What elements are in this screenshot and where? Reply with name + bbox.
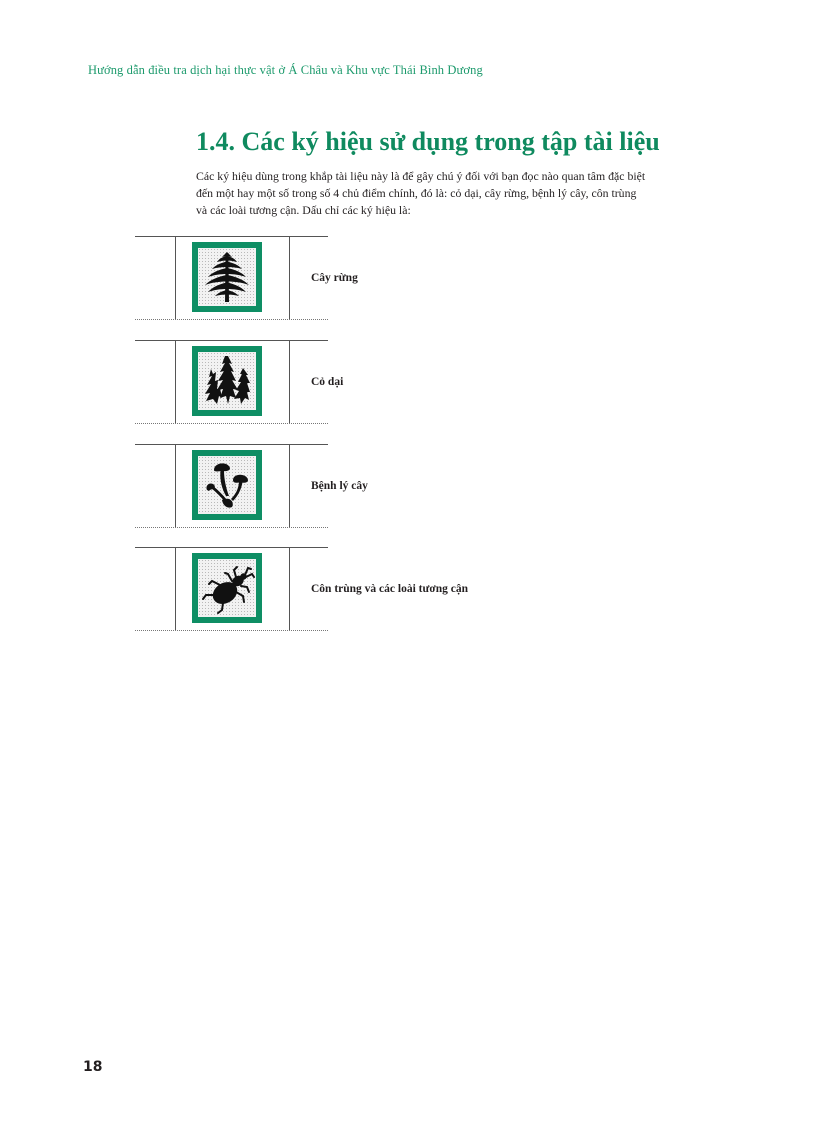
symbol-label: Côn trùng và các loài tương cận	[311, 583, 469, 595]
row-divider	[289, 341, 290, 423]
symbol-label: Cây rừng	[311, 272, 358, 284]
row-divider	[289, 237, 290, 319]
row-divider	[175, 548, 176, 630]
symbol-label: Cỏ dại	[311, 376, 344, 388]
intro-line: Các ký hiệu dùng trong khắp tài liệu này là để gây chú ý đối với bạn đọc nào quan tâm đặc biệt	[196, 169, 646, 183]
symbol-tile	[192, 242, 262, 312]
running-header: Hướng dẫn điều tra dịch hại thực vật ở Á Châu và Khu vực Thái Bình Dương	[88, 63, 483, 77]
symbol-row-plant-pathology	[135, 444, 368, 528]
weed-plant-icon	[198, 352, 256, 410]
symbol-row-weeds	[135, 340, 344, 424]
row-divider	[175, 237, 176, 319]
symbol-tile	[192, 450, 262, 520]
mushroom-icon	[198, 456, 256, 514]
beetle-icon	[198, 559, 256, 617]
symbol-tile	[192, 553, 262, 623]
row-divider	[175, 445, 176, 527]
symbol-tile	[192, 346, 262, 416]
page-number: 18	[83, 1059, 103, 1075]
row-divider	[289, 445, 290, 527]
symbol-row-forest-tree	[135, 236, 358, 320]
section-title: 1.4. Các ký hiệu sử dụng trong tập tài liệu	[196, 127, 660, 156]
row-divider	[175, 341, 176, 423]
conifer-tree-icon	[198, 248, 256, 306]
intro-paragraph	[196, 168, 716, 219]
symbol-row-insects	[135, 547, 469, 631]
symbol-label: Bệnh lý cây	[311, 480, 368, 492]
row-divider	[289, 548, 290, 630]
intro-line: đến một hay một số trong số 4 chủ điểm chính, đó là: cỏ dại, cây rừng, bệnh lý cây, côn trùng	[196, 186, 637, 200]
intro-line: và các loài tương cận. Dấu chỉ các ký hiệu là:	[196, 203, 411, 217]
